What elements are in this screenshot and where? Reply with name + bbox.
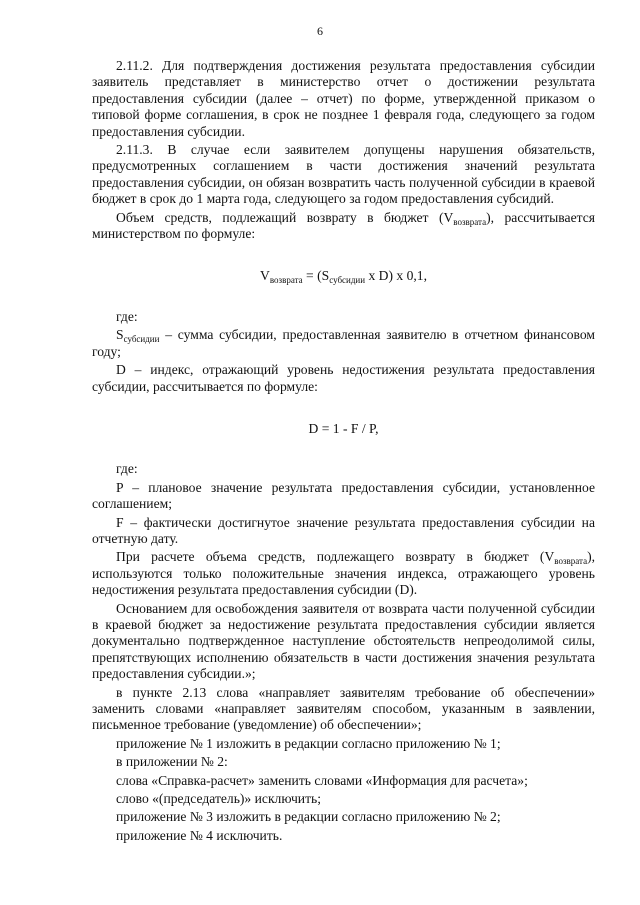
paragraph-return-volume: Объем средств, подлежащий возврату в бюджет $(V_{возврата})$, рассчитывается министерством по формуле: [92,209,595,242]
definition-p: P – плановое значение результата предоставления субсидии, установленное соглашением; [92,479,595,512]
document-body [92,58,595,846]
definition-d-index: D – индекс, отражающий уровень недостижения результата предоставления субсидии, рассчитывается по формуле: [92,362,595,394]
paragraph-positive-values: При расчете объема средств, подлежащего возврату в бюджет $(V_{возврата})$, используются только положительные значения индекса, отражающего уровень недостижения результата предоставления субсидии (D). [92,549,595,598]
paragraph-remove-word: слово «(председатель)» исключить; [116,791,321,807]
definition-s-subsidy: $S_{субсидии}$ – сумма субсидии, предоставленная заявителю в отчетном финансовом году; [92,327,595,359]
definition-f: F – фактически достигнутое значение результата предоставления субсидии на отчетную дату. [92,514,595,546]
formula-d: D = 1 - F / P, [308,420,379,436]
paragraph-appendix-1: приложение № 1 изложить в редакции согласно приложению № 1; [116,735,501,751]
paragraph-exemption: Основанием для освобождения заявителя от возврата части полученной субсидии в краевой бюджет за недостижение результата предоставления субсидии является документально подтвержденное наступление обстоятельств непреодолимой силы, препятствующих исполнению обязательств в части достижения значения результата предоставления субсидии.»; [92,600,595,682]
where-label-2: где: [116,461,138,477]
formula-v-return: $V_{возврата} = (S_{субсидии}$ х D) х 0,1, [260,268,427,286]
page-number: 6 [317,24,323,38]
paragraph-2-11-3: 2.11.3. В случае если заявителем допущены нарушения обязательств, предусмотренных соглашением в части достижения значений результата предоставления субсидии, он обязан возвратить часть полученной субсидии в краевой бюджет в срок до 1 марта года, следующего за годом предоставления субсидий. [92,142,595,207]
paragraph-replace-words: слова «Справка-расчет» заменить словами «Информация для расчета»; [116,772,528,788]
paragraph-appendix-3: приложение № 3 изложить в редакции согласно приложению № 2; [116,809,501,825]
paragraph-appendix-2: в приложении № 2: [116,754,228,770]
paragraph-appendix-4: приложение № 4 исключить. [116,827,283,843]
paragraph-2-13: в пункте 2.13 слова «направляет заявителям требование об обеспечении» заменить словами «направляет заявителям способом, указанным в заявлении, письменное требование (уведомление) об обеспечении»; [92,684,595,733]
paragraph-2-11-2: 2.11.2. Для подтверждения достижения результата предоставления субсидии заявитель представляет в министерство отчет о достижении результата предоставления субсидии (далее – отчет) по форме, утвержденной приказом о типовой форме соглашения, в срок не позднее 1 февраля года, следующего за годом предоставления субсидии. [92,58,595,139]
where-label-1: где: [116,308,138,324]
